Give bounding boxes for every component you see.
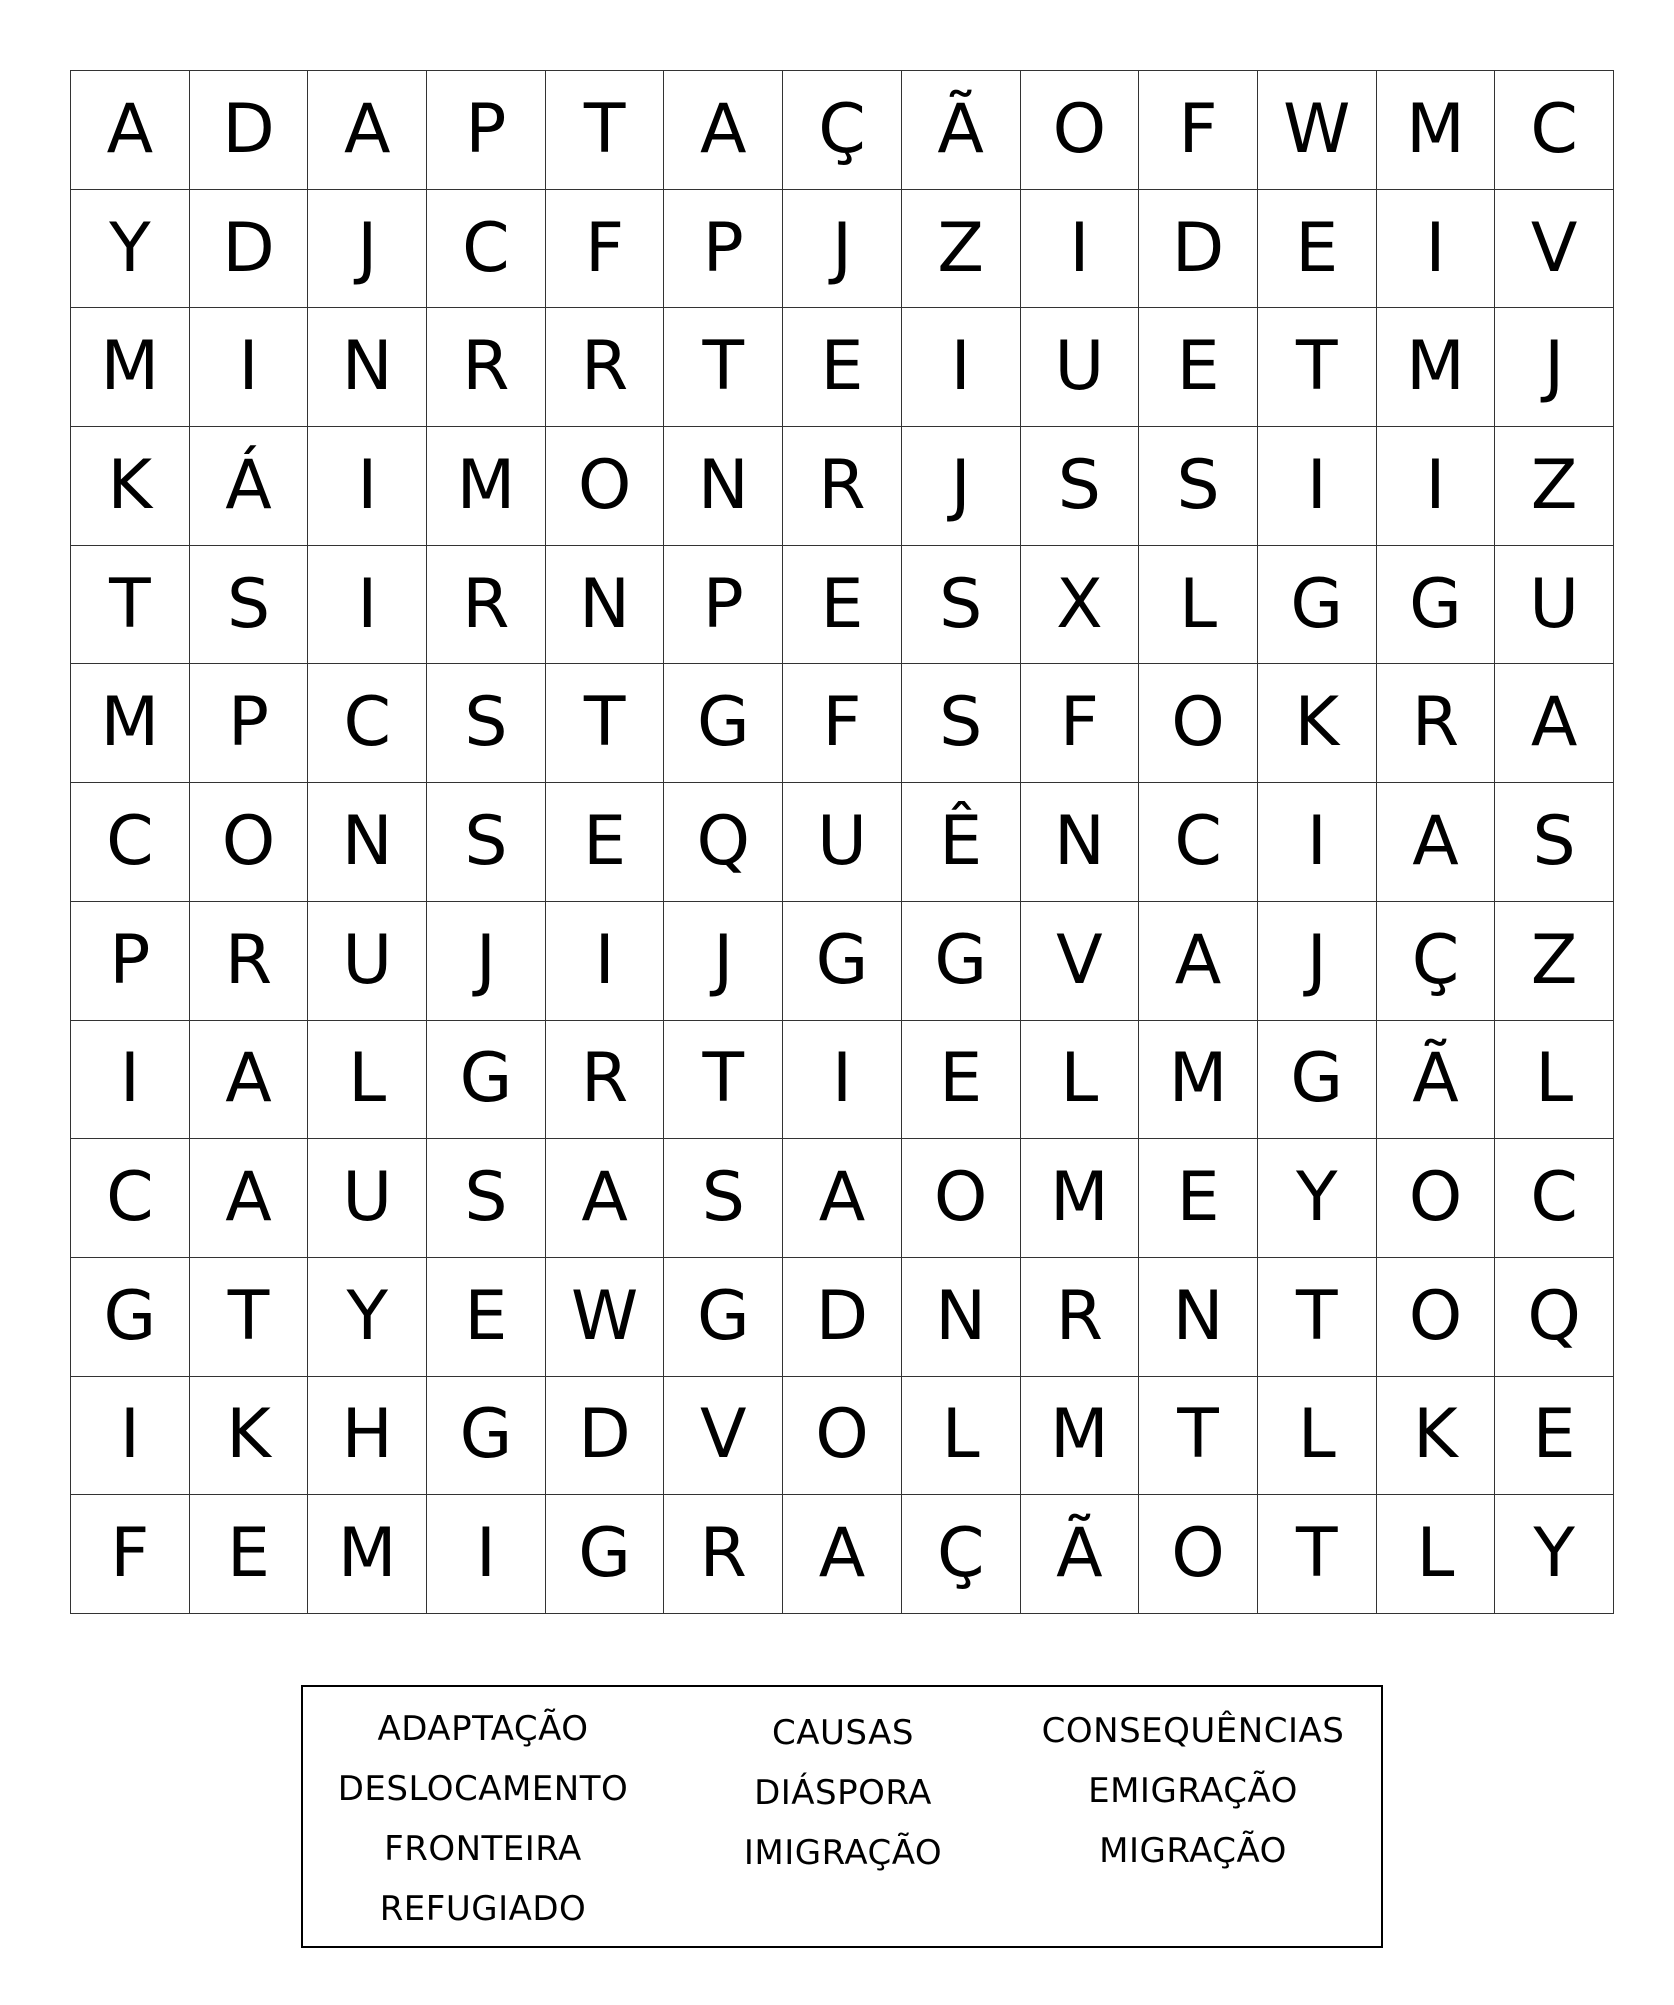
grid-cell[interactable]: I <box>427 1495 546 1614</box>
grid-cell[interactable]: T <box>664 1021 783 1140</box>
grid-cell[interactable]: C <box>427 190 546 309</box>
grid-cell[interactable]: T <box>1258 1495 1377 1614</box>
grid-cell[interactable]: K <box>1377 1377 1496 1496</box>
grid-cell[interactable]: J <box>1258 902 1377 1021</box>
grid-cell[interactable]: Ç <box>902 1495 1021 1614</box>
grid-cell[interactable]: P <box>71 902 190 1021</box>
grid-cell[interactable]: W <box>1258 71 1377 190</box>
word-list-item: ADAPTAÇÃO <box>377 1709 589 1749</box>
grid-cell[interactable]: Ç <box>1377 902 1496 1021</box>
grid-cell[interactable]: L <box>308 1021 427 1140</box>
grid-cell[interactable]: L <box>902 1377 1021 1496</box>
word-list-item: REFUGIADO <box>379 1889 587 1929</box>
grid-cell[interactable]: I <box>783 1021 902 1140</box>
grid-cell[interactable]: O <box>1021 71 1140 190</box>
grid-cell[interactable]: T <box>546 664 665 783</box>
grid-cell[interactable]: S <box>427 664 546 783</box>
grid-cell[interactable]: I <box>1021 190 1140 309</box>
grid-cell[interactable]: E <box>1495 1377 1614 1496</box>
grid-cell[interactable]: A <box>1495 664 1614 783</box>
grid-cell[interactable]: F <box>1139 71 1258 190</box>
grid-cell[interactable]: K <box>1258 664 1377 783</box>
grid-cell[interactable]: G <box>71 1258 190 1377</box>
grid-cell[interactable]: Z <box>902 190 1021 309</box>
grid-cell[interactable]: R <box>1377 664 1496 783</box>
grid-cell[interactable]: I <box>71 1021 190 1140</box>
grid-cell[interactable]: C <box>1139 783 1258 902</box>
grid-cell[interactable]: N <box>546 546 665 665</box>
grid-cell[interactable]: D <box>190 190 309 309</box>
grid-cell[interactable]: N <box>664 427 783 546</box>
grid-cell[interactable]: Y <box>1495 1495 1614 1614</box>
grid-cell[interactable]: E <box>783 308 902 427</box>
grid-cell[interactable]: M <box>427 427 546 546</box>
word-list-item: DESLOCAMENTO <box>337 1769 629 1809</box>
grid-cell[interactable]: A <box>1139 902 1258 1021</box>
grid-cell[interactable]: I <box>546 902 665 1021</box>
word-list-item: IMIGRAÇÃO <box>743 1833 943 1873</box>
grid-cell[interactable]: G <box>1258 546 1377 665</box>
grid-cell[interactable]: X <box>1021 546 1140 665</box>
word-list-item: FRONTEIRA <box>384 1829 582 1869</box>
grid-cell[interactable]: I <box>1377 427 1496 546</box>
grid-cell[interactable]: G <box>1377 546 1496 665</box>
grid-cell[interactable]: S <box>1021 427 1140 546</box>
grid-cell[interactable]: S <box>1495 783 1614 902</box>
grid-cell[interactable]: M <box>1139 1021 1258 1140</box>
grid-cell[interactable]: N <box>1021 783 1140 902</box>
grid-cell[interactable]: A <box>546 1139 665 1258</box>
grid-cell[interactable]: J <box>783 190 902 309</box>
grid-cell[interactable]: P <box>427 71 546 190</box>
word-list-item: CONSEQUÊNCIAS <box>1041 1711 1345 1751</box>
grid-cell[interactable]: F <box>1021 664 1140 783</box>
grid-cell[interactable]: F <box>783 664 902 783</box>
grid-cell[interactable]: A <box>1377 783 1496 902</box>
word-search-grid <box>70 70 1614 1614</box>
grid-cell[interactable]: S <box>664 1139 783 1258</box>
grid-cell[interactable]: R <box>1021 1258 1140 1377</box>
grid-cell[interactable]: G <box>664 1258 783 1377</box>
grid-cell[interactable]: Ç <box>783 71 902 190</box>
grid-cell[interactable]: I <box>308 546 427 665</box>
word-list-item: CAUSAS <box>772 1713 914 1753</box>
grid-cell[interactable]: S <box>427 1139 546 1258</box>
grid-cell[interactable]: S <box>902 546 1021 665</box>
grid-cell[interactable]: D <box>190 71 309 190</box>
grid-cell[interactable]: Q <box>1495 1258 1614 1377</box>
grid-cell[interactable]: T <box>664 308 783 427</box>
grid-cell[interactable]: T <box>1258 1258 1377 1377</box>
grid-cell[interactable]: E <box>902 1021 1021 1140</box>
grid-cell[interactable]: Ê <box>902 783 1021 902</box>
word-list-item: EMIGRAÇÃO <box>1088 1771 1298 1811</box>
grid-cell[interactable]: L <box>1139 546 1258 665</box>
grid-cell[interactable]: Ã <box>1021 1495 1140 1614</box>
grid-cell[interactable]: Ã <box>1377 1021 1496 1140</box>
grid-cell[interactable]: R <box>664 1495 783 1614</box>
grid-cell[interactable]: J <box>427 902 546 1021</box>
grid-cell[interactable]: R <box>190 902 309 1021</box>
grid-cell[interactable]: R <box>783 427 902 546</box>
grid-cell[interactable]: M <box>71 664 190 783</box>
grid-cell[interactable]: C <box>1495 71 1614 190</box>
grid-cell[interactable]: U <box>1495 546 1614 665</box>
grid-cell[interactable]: O <box>1377 1139 1496 1258</box>
grid-cell[interactable]: J <box>902 427 1021 546</box>
grid-cell[interactable]: G <box>546 1495 665 1614</box>
grid-cell[interactable]: H <box>308 1377 427 1496</box>
grid-cell[interactable]: C <box>1495 1139 1614 1258</box>
grid-cell[interactable]: O <box>1139 664 1258 783</box>
grid-cell[interactable]: E <box>1139 308 1258 427</box>
grid-cell[interactable]: J <box>308 190 427 309</box>
grid-cell[interactable]: E <box>190 1495 309 1614</box>
grid-cell[interactable]: O <box>1139 1495 1258 1614</box>
grid-cell[interactable]: A <box>308 71 427 190</box>
grid-cell[interactable]: L <box>1258 1377 1377 1496</box>
grid-cell[interactable]: D <box>546 1377 665 1496</box>
grid-cell[interactable]: T <box>71 546 190 665</box>
grid-cell[interactable]: I <box>308 427 427 546</box>
grid-cell[interactable]: M <box>308 1495 427 1614</box>
grid-cell[interactable]: U <box>308 902 427 1021</box>
grid-cell[interactable]: E <box>427 1258 546 1377</box>
grid-cell[interactable]: I <box>1377 190 1496 309</box>
grid-cell[interactable]: Y <box>71 190 190 309</box>
word-list-item: MIGRAÇÃO <box>1099 1831 1287 1871</box>
grid-cell[interactable]: I <box>190 308 309 427</box>
grid-cell[interactable]: O <box>902 1139 1021 1258</box>
grid-cell[interactable]: N <box>308 308 427 427</box>
grid-cell[interactable]: T <box>1258 308 1377 427</box>
grid-cell[interactable]: I <box>1258 427 1377 546</box>
grid-cell[interactable]: S <box>427 783 546 902</box>
grid-cell[interactable]: R <box>427 546 546 665</box>
grid-cell[interactable]: O <box>190 783 309 902</box>
grid-cell[interactable]: A <box>71 71 190 190</box>
grid-cell[interactable]: M <box>1377 308 1496 427</box>
grid-cell[interactable]: W <box>546 1258 665 1377</box>
word-list-column-2 <box>673 1703 1013 1883</box>
grid-cell[interactable]: R <box>546 308 665 427</box>
word-list-column-1 <box>313 1699 653 1939</box>
grid-cell[interactable]: F <box>71 1495 190 1614</box>
grid-cell[interactable]: M <box>1377 71 1496 190</box>
grid-cell[interactable]: P <box>664 546 783 665</box>
grid-cell[interactable]: Y <box>1258 1139 1377 1258</box>
grid-cell[interactable]: Q <box>664 783 783 902</box>
grid-cell[interactable]: L <box>1021 1021 1140 1140</box>
grid-cell[interactable]: N <box>308 783 427 902</box>
grid-cell[interactable]: I <box>902 308 1021 427</box>
grid-cell[interactable]: U <box>783 783 902 902</box>
grid-cell[interactable]: G <box>1258 1021 1377 1140</box>
grid-cell[interactable]: T <box>190 1258 309 1377</box>
grid-cell[interactable]: Ã <box>902 71 1021 190</box>
grid-cell[interactable]: S <box>902 664 1021 783</box>
grid-cell[interactable]: V <box>664 1377 783 1496</box>
grid-cell[interactable]: C <box>71 783 190 902</box>
grid-cell[interactable]: G <box>664 664 783 783</box>
grid-cell[interactable]: P <box>190 664 309 783</box>
grid-cell[interactable]: E <box>1258 190 1377 309</box>
grid-cell[interactable]: S <box>1139 427 1258 546</box>
grid-cell[interactable]: U <box>1021 308 1140 427</box>
grid-cell[interactable]: N <box>1139 1258 1258 1377</box>
grid-cell[interactable]: R <box>427 308 546 427</box>
grid-cell[interactable]: E <box>1139 1139 1258 1258</box>
grid-cell[interactable]: J <box>1495 308 1614 427</box>
word-list-item: DIÁSPORA <box>754 1773 932 1813</box>
grid-cell[interactable]: M <box>71 308 190 427</box>
grid-cell[interactable]: G <box>783 902 902 1021</box>
grid-cell[interactable]: P <box>664 190 783 309</box>
grid-cell[interactable]: I <box>1258 783 1377 902</box>
grid-cell[interactable]: T <box>1139 1377 1258 1496</box>
grid-cell[interactable]: Z <box>1495 902 1614 1021</box>
grid-cell[interactable]: F <box>546 190 665 309</box>
grid-cell[interactable]: L <box>1495 1021 1614 1140</box>
grid-cell[interactable]: C <box>308 664 427 783</box>
grid-cell[interactable]: M <box>1021 1139 1140 1258</box>
grid-cell[interactable]: D <box>783 1258 902 1377</box>
grid-cell[interactable]: K <box>71 427 190 546</box>
grid-cell[interactable]: A <box>190 1139 309 1258</box>
grid-cell[interactable]: V <box>1495 190 1614 309</box>
grid-cell[interactable]: T <box>546 71 665 190</box>
grid-cell[interactable]: Y <box>308 1258 427 1377</box>
grid-cell[interactable]: E <box>783 546 902 665</box>
grid-cell[interactable]: E <box>546 783 665 902</box>
grid-cell[interactable]: C <box>71 1139 190 1258</box>
grid-cell[interactable]: S <box>190 546 309 665</box>
grid-cell[interactable]: A <box>783 1495 902 1614</box>
grid-cell[interactable]: G <box>427 1377 546 1496</box>
grid-cell[interactable]: M <box>1021 1377 1140 1496</box>
grid-cell[interactable]: A <box>664 71 783 190</box>
grid-cell[interactable]: O <box>783 1377 902 1496</box>
grid-cell[interactable]: U <box>308 1139 427 1258</box>
grid-cell[interactable]: Z <box>1495 427 1614 546</box>
grid-cell[interactable]: J <box>664 902 783 1021</box>
word-list-column-3 <box>1023 1701 1363 1881</box>
grid-cell[interactable]: V <box>1021 902 1140 1021</box>
grid-cell[interactable]: Á <box>190 427 309 546</box>
grid-cell[interactable]: G <box>902 902 1021 1021</box>
word-list-box <box>301 1685 1383 1948</box>
grid-cell[interactable]: O <box>1377 1258 1496 1377</box>
grid-cell[interactable]: G <box>427 1021 546 1140</box>
grid-cell[interactable]: L <box>1377 1495 1496 1614</box>
grid-cell[interactable]: A <box>190 1021 309 1140</box>
grid-cell[interactable]: D <box>1139 190 1258 309</box>
grid-cell[interactable]: A <box>783 1139 902 1258</box>
grid-cell[interactable]: K <box>190 1377 309 1496</box>
grid-cell[interactable]: I <box>71 1377 190 1496</box>
grid-cell[interactable]: N <box>902 1258 1021 1377</box>
grid-cell[interactable]: R <box>546 1021 665 1140</box>
grid-cell[interactable]: O <box>546 427 665 546</box>
